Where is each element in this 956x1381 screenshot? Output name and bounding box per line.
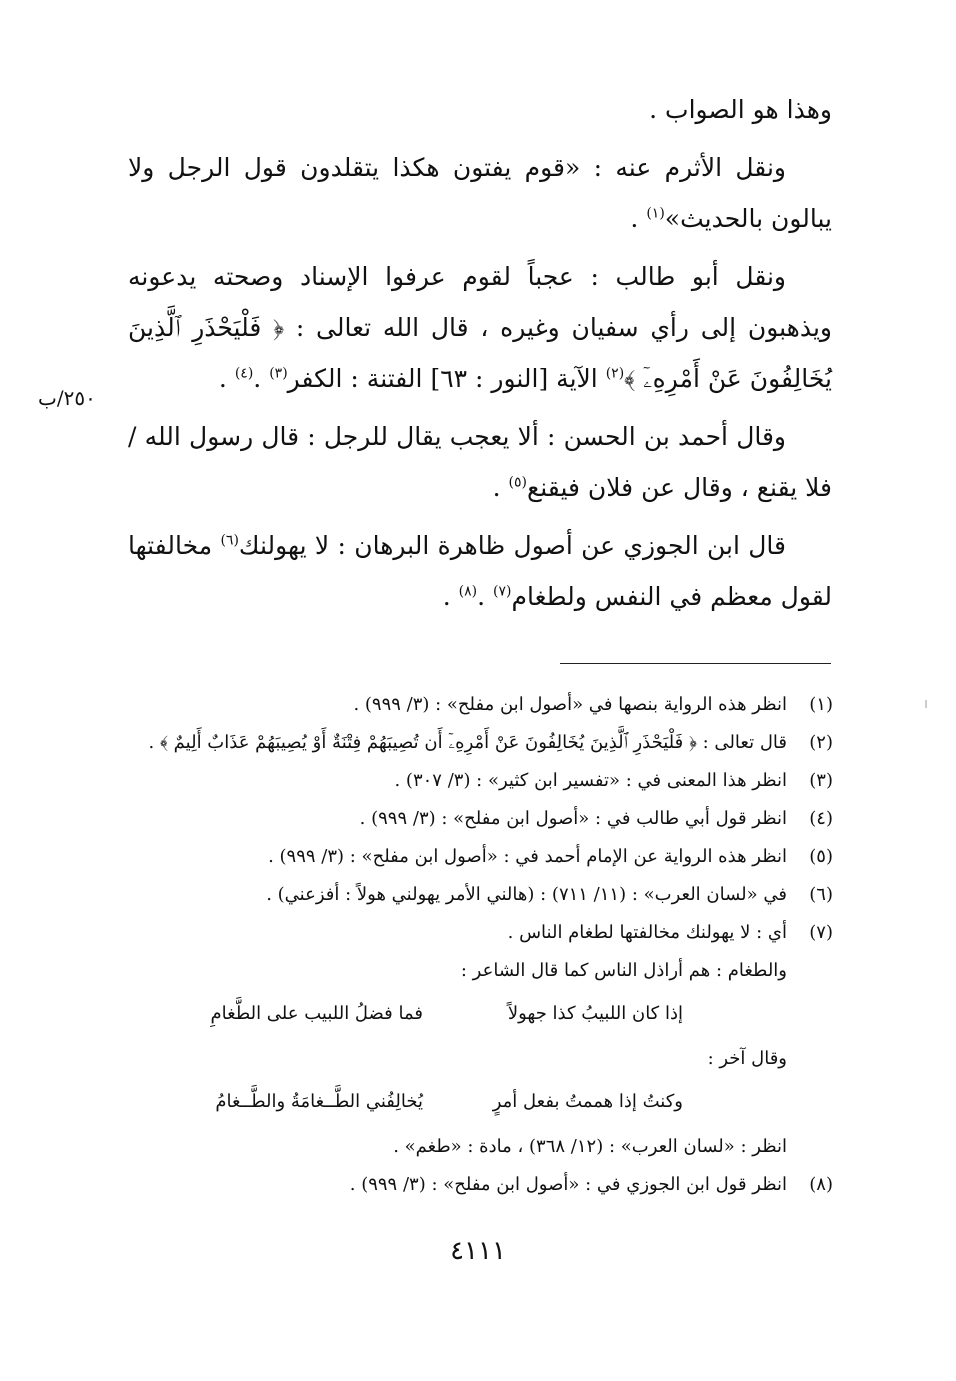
footnotes <box>148 686 833 1204</box>
footnote-text: في «لسان العرب» : (١١/ ٧١١) : (هالني الأمر يهولني هولاً : أفزعني) . <box>266 884 787 905</box>
footnote-text: انظر قول ابن الجوزي في : «أصول ابن مفلح» : (٣/ ٩٩٩) . <box>349 1174 787 1195</box>
paragraph-2-end: . <box>630 204 647 233</box>
footnote-number: (١) <box>809 694 833 715</box>
paragraph-4-end: . <box>492 473 509 502</box>
footnote-ref-7[interactable]: (٧) <box>493 583 512 600</box>
footnote-7-definition: والطغام : هم أراذل الناس كما قال الشاعر : <box>460 960 787 981</box>
footnote-ref-8[interactable]: (٨) <box>458 583 478 600</box>
footnote-ref-4[interactable]: (٤) <box>234 365 254 382</box>
paragraph-4-text: وقال أحمد بن الحسن : ألا يعجب يقال للرجل : قال رسول الله / فلا يقنع ، وقال عن فلان فيقنع <box>128 422 832 502</box>
verse-1-first-hemistich: إذا كان اللبيبُ كذا جهولاً <box>507 1003 683 1024</box>
footnote-5 <box>170 838 833 876</box>
footnote-2 <box>148 724 833 762</box>
footnote-ref-5[interactable]: (٥) <box>508 474 527 491</box>
paragraph-2 <box>128 142 832 244</box>
footnote-6 <box>170 876 833 914</box>
footnote-text: انظر هذا المعنى في : «تفسير ابن كثير» : (٣/ ٣٠٧) . <box>394 770 787 791</box>
paragraph-1 <box>128 84 832 135</box>
footnote-text: أي : لا يهولنك مخالفتها لطغام الناس . <box>507 922 787 943</box>
footnote-text: انظر قول أبي طالب في : «أصول ابن مفلح» : (٣/ ٩٩٩) . <box>359 808 787 829</box>
verse-1-second-hemistich: فما فضلُ اللبيب على الطَّغامِ <box>210 1003 423 1024</box>
footnote-number: (٤) <box>809 808 833 829</box>
paragraph-1-text: وهذا هو الصواب . <box>649 95 832 124</box>
footnote-ref-2[interactable]: (٢) <box>605 365 625 382</box>
manuscript-folio-marker: ٢٥٠/ب <box>38 386 96 410</box>
poetry-verse-2 <box>170 1082 833 1122</box>
paragraph-5 <box>128 520 832 622</box>
paragraph-3 <box>128 251 832 404</box>
poetry-verse-1 <box>170 994 833 1034</box>
paragraph-5-text-b: مخالفتها لقول معظم في النفس ولطغام <box>128 531 832 611</box>
paragraph-2-text: ونقل الأثرم عنه : «قوم يفتون هكذا يتقلدون قول الرجل ولا يبالون بالحديث» <box>128 153 832 233</box>
footnote-ref-1[interactable]: (١) <box>646 205 665 222</box>
paragraph-3-end: . <box>218 364 235 393</box>
footnote-number: (٢) <box>809 732 833 753</box>
footnote-ref-3[interactable]: (٣) <box>269 365 288 382</box>
footnote-separator <box>560 663 831 664</box>
paragraph-3-citation: الآية [النور : ٦٣] الفتنة : الكفر <box>287 364 606 393</box>
paragraph-5-dot: . <box>477 582 494 611</box>
footnote-number: (٣) <box>809 770 833 791</box>
footnote-number: (٧) <box>809 922 833 943</box>
footnote-4 <box>170 800 833 838</box>
scan-artifact <box>925 700 927 708</box>
paragraph-4 <box>128 411 832 513</box>
main-text <box>128 84 832 629</box>
footnote-3 <box>170 762 833 800</box>
footnote-number: (٥) <box>809 846 833 867</box>
footnote-8 <box>170 1166 833 1204</box>
paragraph-5-end: . <box>442 582 459 611</box>
footnote-ref-6[interactable]: (٦) <box>220 532 239 549</box>
footnote-7 <box>170 914 833 952</box>
paragraph-5-text: قال ابن الجوزي عن أصول ظاهرة البرهان : لا يهولنك <box>238 531 786 560</box>
footnote-number: (٦) <box>809 884 833 905</box>
footnote-text: انظر هذه الرواية بنصها في «أصول ابن مفلح» : (٣/ ٩٩٩) . <box>353 694 787 715</box>
footnote-1 <box>170 686 833 724</box>
footnote-7-source: انظر : «لسان العرب» : (١٢/ ٣٦٨) ، مادة : «طغم» . <box>393 1136 787 1157</box>
footnote-text: قال تعالى : ﴿ فَلْيَحْذَرِ ٱلَّذِينَ يُخَالِفُونَ عَنْ أَمْرِهِۦٓ أَن تُصِيبَهُمْ فِتْنَةٌ أَوْ يُصِيبَهُمْ عَذَابٌ أَلِيمٌ ﴾ . <box>148 732 787 753</box>
page-number: ٤١١١ <box>450 1236 506 1266</box>
footnote-number: (٨) <box>809 1174 833 1195</box>
verse-2-second-hemistich: يُخالِفُني الطَّــغامَةُ والطَّــغامُ <box>215 1091 423 1112</box>
paragraph-3-dot: . <box>253 364 270 393</box>
footnote-7-another-poet: وقال آخر : <box>707 1048 787 1069</box>
footnote-text: انظر هذه الرواية عن الإمام أحمد في : «أصول ابن مفلح» : (٣/ ٩٩٩) . <box>268 846 787 867</box>
verse-2-first-hemistich: وكنتُ إذا هممتُ بفعل أمرٍ <box>492 1091 683 1112</box>
paragraph-3-text: ونقل أبو طالب : عجباً لقوم عرفوا الإسناد وصحته يدعونه ويذهبون إلى رأي سفيان وغيره ، قال الله تعالى : ﴿ فَلْيَحْذَرِ ٱلَّذِينَ يُخَالِفُونَ عَنْ أَمْرِهِۦٓ ﴾ <box>128 262 832 393</box>
